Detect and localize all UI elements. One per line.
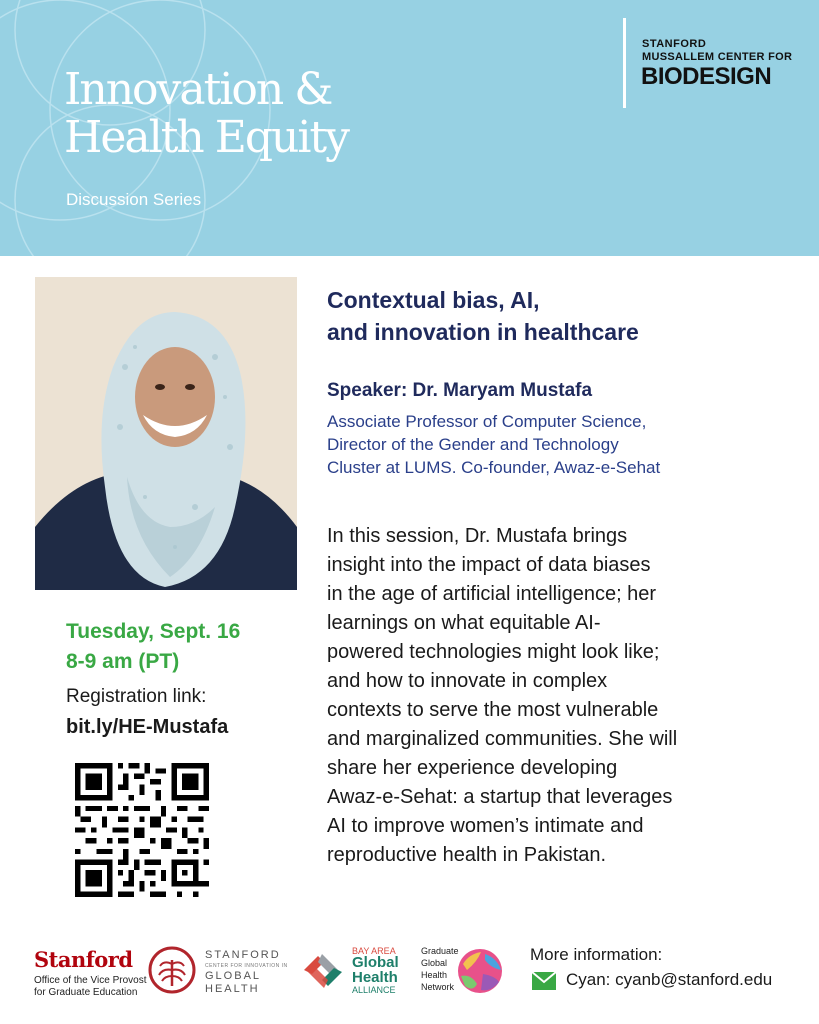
series-title-line2: Health Equity: [64, 112, 348, 163]
series-title: [64, 66, 348, 162]
event-time: 8-9 am (PT): [66, 650, 180, 673]
bay-area-alliance-icon: [298, 946, 348, 996]
gghn-line1: Graduate: [421, 946, 459, 956]
email-icon: [532, 972, 556, 990]
series-subtitle: Discussion Series: [66, 190, 202, 209]
global-health-line3: GLOBAL: [205, 970, 262, 982]
header-banner: [0, 0, 819, 256]
vpge-line1: Office of the Vice Provost: [34, 975, 147, 986]
series-title-line1: Innovation &: [64, 64, 332, 115]
partner-logo-biodesign: BIODESIGN: [641, 63, 772, 90]
registration-label: Registration link:: [66, 686, 207, 707]
global-health-line2: CENTER FOR INNOVATION IN: [205, 963, 288, 969]
stanford-wordmark: Stanford: [34, 947, 133, 972]
affiliation-line1: Associate Professor of Computer Science,: [327, 412, 647, 431]
description-line: reproductive health in Pakistan.: [327, 844, 607, 866]
description-line: learnings on what equitable AI-: [327, 612, 601, 634]
description-line: contexts to serve the most vulnerable: [327, 699, 659, 721]
affiliation-line3: Cluster at LUMS. Co-founder, Awaz-e-Sehat: [327, 458, 661, 477]
gghn-line3: Health: [421, 970, 448, 980]
partner-logo-line2: MUSSALLEM CENTER FOR: [642, 51, 793, 63]
description-line: in the age of artificial intelligence; her: [327, 583, 657, 605]
partner-logo-line1: STANFORD: [642, 38, 707, 50]
bay-area-line3: Health: [352, 969, 398, 986]
description-line: insight into the impact of data biases: [327, 554, 651, 576]
registration-link[interactable]: bit.ly/HE-Mustafa: [66, 716, 229, 738]
description-line: and marginalized communities. She will: [327, 728, 678, 750]
talk-title: [327, 284, 797, 348]
gghn-line4: Network: [421, 982, 455, 992]
global-health-line4: HEALTH: [205, 983, 260, 995]
bay-area-line1: BAY AREA: [352, 946, 396, 956]
speaker-photo: [35, 277, 297, 590]
logo-divider: [623, 18, 626, 108]
gghn-globe-icon: [455, 946, 505, 996]
vpge-line2: for Graduate Education: [34, 987, 138, 998]
bay-area-line4: ALLIANCE: [352, 985, 396, 995]
more-info-label: More information:: [530, 945, 663, 964]
description-line: powered technologies might look like;: [327, 641, 660, 663]
affiliation-line2: Director of the Gender and Technology: [327, 435, 619, 454]
talk-title-line2: and innovation in healthcare: [327, 319, 639, 345]
description-line: share her experience developing: [327, 757, 618, 779]
speaker-portrait-illustration: [35, 277, 297, 590]
session-description: [327, 522, 787, 870]
event-date: Tuesday, Sept. 16: [66, 620, 241, 643]
gghn-line2: Global: [421, 958, 448, 968]
registration-qr-code[interactable]: [75, 763, 209, 897]
global-health-line1: STANFORD: [205, 949, 281, 961]
talk-title-line1: Contextual bias, AI,: [327, 287, 540, 313]
global-health-seal-icon: [148, 946, 196, 994]
description-line: In this session, Dr. Mustafa brings: [327, 525, 628, 547]
description-line: and how to innovate in complex: [327, 670, 608, 692]
speaker-affiliation: [327, 410, 797, 479]
description-line: AI to improve women’s intimate and: [327, 815, 644, 837]
contact-email[interactable]: Cyan: cyanb@stanford.edu: [566, 970, 773, 989]
speaker-name: Speaker: Dr. Maryam Mustafa: [327, 380, 593, 401]
description-line: Awaz-e-Sehat: a startup that leverages: [327, 786, 673, 808]
bay-area-line2: Global: [352, 954, 399, 971]
